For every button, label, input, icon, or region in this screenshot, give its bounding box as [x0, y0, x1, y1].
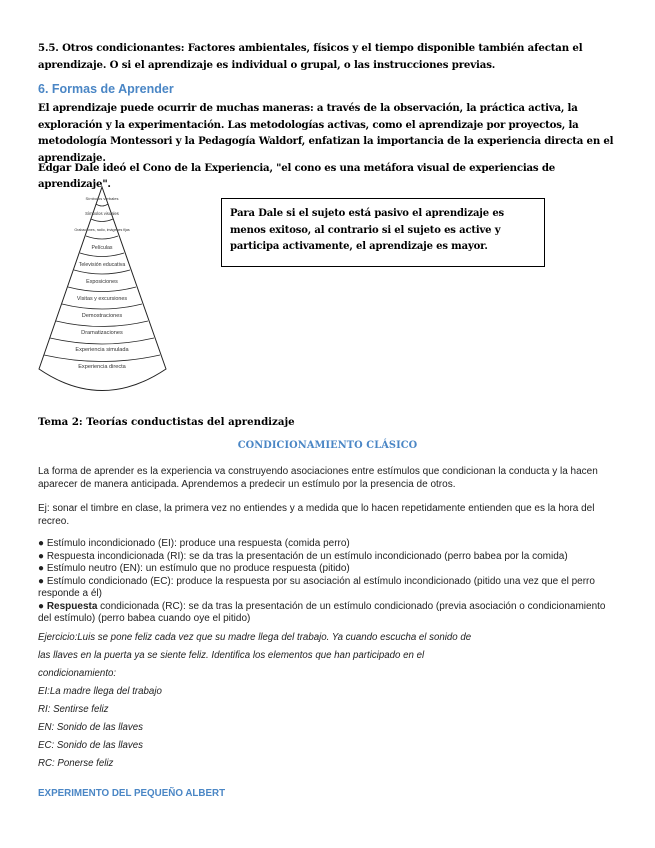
cone-band	[62, 304, 142, 309]
cone-band	[91, 219, 113, 222]
bullet-list	[38, 538, 620, 626]
list-item: ● Estímulo incondicionado (EI): produce una respuesta (comida perro)	[38, 538, 350, 549]
cone-level-label: Películas	[91, 245, 113, 251]
ejercicio-line: condicionamiento:	[38, 668, 117, 679]
note-box-text: Para Dale si el sujeto está pasivo el aprendizaje es menos exitoso, al contrario si el sujeto es active y participa activamente, el aprendizaje es mayor.	[230, 208, 505, 252]
cone-level-label: Experiencia simulada	[75, 347, 129, 353]
cone-level-label: Símbolos visuales	[85, 211, 119, 216]
cone-level-label: Dramatizaciones	[81, 330, 123, 336]
cone-of-experience-figure	[35, 184, 170, 399]
heading-condicionamiento-clasico: CONDICIONAMIENTO CLÁSICO	[237, 440, 418, 451]
list-item: ● Respuesta incondicionada (RI): se da tras la presentación de un estímulo incondicionado (perro babea por la comida)	[38, 550, 568, 562]
cone-band	[74, 270, 130, 274]
cone-band	[68, 287, 136, 292]
list-item: ● Estímulo neutro (EN): un estímulo que no produce respuesta (pitido)	[38, 563, 350, 574]
cone-level-label: Demostraciones	[81, 313, 123, 319]
ejercicio-line: Ejercicio:Luis se pone feliz cada vez que su madre llega del trabajo. Ya cuando escucha el sonido de	[38, 632, 472, 643]
ejercicio-line: EI:La madre llega del trabajo	[38, 686, 162, 697]
paragraph-condicionamiento-example: Ej: sonar el timbre en clase, la primera vez no entiendes y a medida que lo hacen repetidamente entienden que es la hora del recreo.	[38, 503, 595, 527]
ejercicio-line: las llaves en la puerta ya se siente feliz. Identifica los elementos que han participado en el	[38, 650, 425, 661]
heading-tema-2: Tema 2: Teorías conductistas del aprendizaje	[38, 416, 295, 428]
cone-band	[96, 204, 108, 206]
ejercicio-line: EN: Sonido de las llaves	[38, 722, 144, 733]
cone-level-label: Visitas y excursiones	[76, 296, 128, 302]
cone-level-label: Exposiciones	[86, 279, 118, 285]
list-item	[38, 601, 620, 626]
ejercicio-line: RI: Sentirse feliz	[38, 704, 109, 715]
cone-outline	[39, 187, 166, 391]
list-item: ● Estímulo condicionado (EC): produce la respuesta por su asociación al estímulo incondicionado (pitido una vez que el perro responde a él)	[38, 575, 595, 599]
section-heading-formas-de-aprender: 6. Formas de Aprender	[38, 82, 174, 96]
paragraph-formas-de-aprender: El aprendizaje puede ocurrir de muchas maneras: a través de la observación, la práctica activa, la exploración y la experimentación. Las metodologías activas, como el aprendizaje por proyectos, la metodología Montessori y la Pedagogía Waldorf, enfatizan la importancia de la experiencia directa en el aprendizaje.	[38, 102, 614, 164]
ejercicio-line: EC: Sonido de las llaves	[38, 740, 144, 751]
heading-experimento-pequeno-albert: EXPERIMENTO DEL PEQUEÑO ALBERT	[38, 788, 226, 799]
cone-band	[44, 355, 160, 362]
cone-band	[50, 338, 154, 344]
paragraph-condicionantes: 5.5. Otros condicionantes: Factores ambientales, físicos y el tiempo disponible también afectan el aprendizaje. O si el aprendizaje es individual o grupal, o las instrucciones previas.	[38, 42, 583, 71]
note-box	[221, 198, 545, 267]
ejercicio-line: RC: Ponerse feliz	[38, 758, 114, 769]
cone-level-label: Grabaciones, radio, imágenes fijas	[74, 228, 130, 232]
cone-level-label: Televisión educativa	[78, 262, 126, 268]
cone-band	[86, 236, 118, 239]
list-item-bold-lead: ● Respuesta	[38, 600, 98, 612]
cone-band	[80, 253, 124, 257]
paragraph-cono-experiencia: Edgar Dale ideó el Cono de la Experiencia, "el cono es una metáfora visual de experiencias de aprendizaje".	[38, 162, 556, 190]
cone-band	[56, 321, 148, 327]
cone-level-label: Experiencia directa	[78, 364, 126, 370]
list-item-text: condicionada (RC): se da tras la presentación de un estímulo condicionado (previa asociación o condicionamiento del estímulo) (perro babea cuando oye el pitido)	[38, 600, 606, 624]
cone-level-label: Símbolos verbales	[85, 196, 119, 201]
paragraph-condicionamiento-intro: La forma de aprender es la experiencia va construyendo asociaciones entre estímulos que condicionan la conducta y la hacen aparecer de manera anticipada. Aprendemos a predecir un estímulo por la presencia de otros.	[38, 466, 598, 490]
